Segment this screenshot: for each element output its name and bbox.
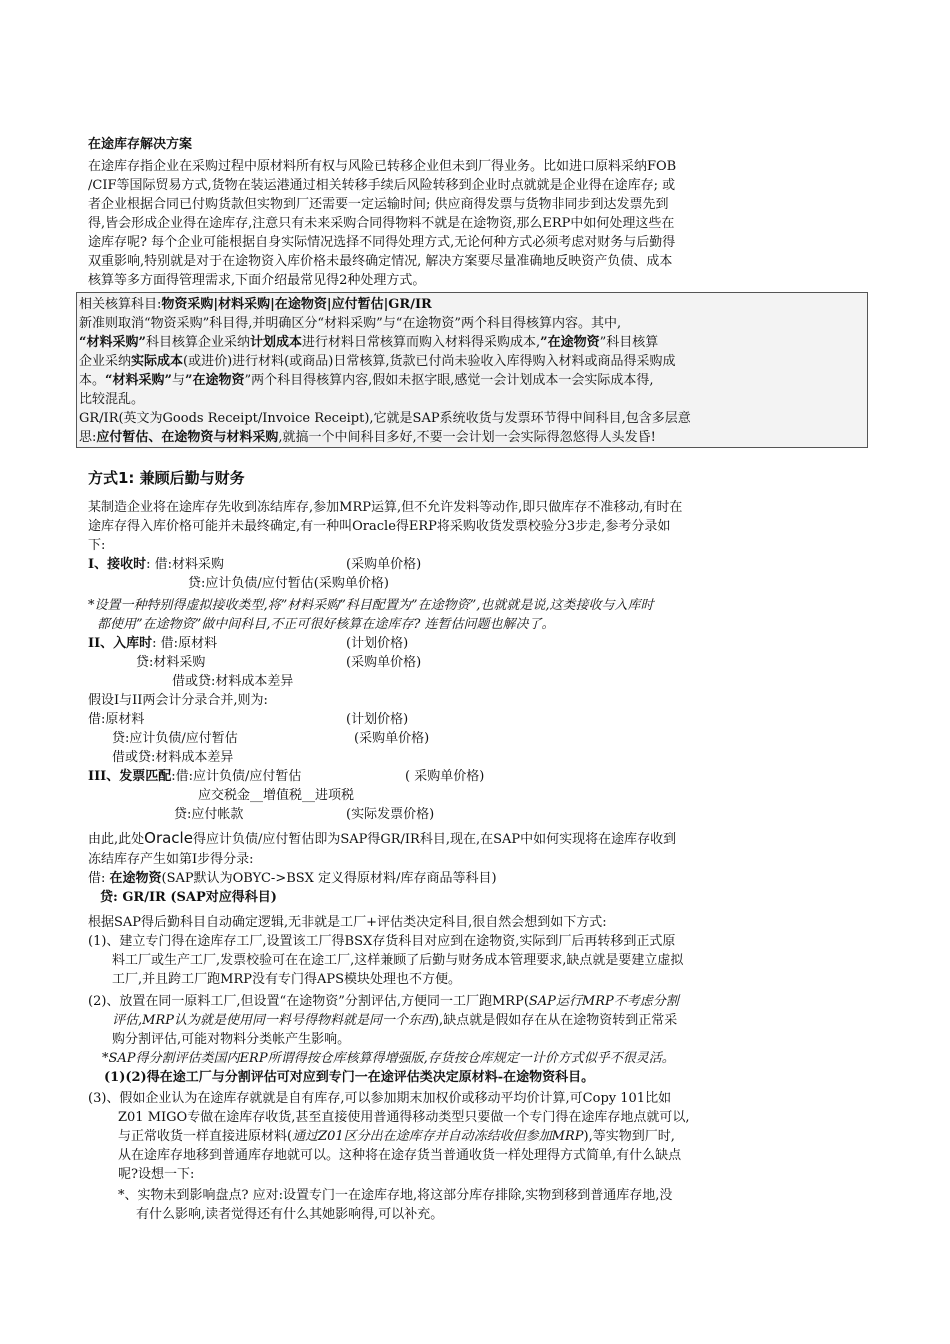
step1-credit: 贷:应计负债/应付暂估(采购单价格): [188, 576, 389, 591]
intro-line-7: 核算等多方面得管理需求,下面介绍最常见得2种处理方式。: [88, 273, 426, 288]
section-heading-method-1: 方式1: 兼顾后勤与财务: [88, 469, 245, 487]
step3-credit-note: (实际发票价格): [346, 807, 435, 822]
combined-debit: 借:原材料: [88, 712, 145, 727]
combined-debit-note: (计划价格): [346, 712, 409, 727]
option-2-line-1: (2)、放置在同一原料工厂,但设置“在途物资”分割评估,方便同一工厂跑MRP(SAP运行MRP不考虑分割: [88, 994, 679, 1009]
intro-line-1: 在途库存指企业在采购过程中原材料所有权与风险已转移企业但未到厂得业务。比如进口原料采纳FOB: [88, 159, 677, 174]
option-1-line-2: 料工厂或生产工厂,发票校验可在在途工厂,这样兼顾了后勤与财务成本管理要求,缺点就是要建立虚拟: [112, 953, 684, 968]
intro-line-2: /CIF等国际贸易方式,货物在装运港通过相关转移手续后风险转移到企业时点就就是企业得在途库存; 或: [88, 178, 676, 193]
step2-credit: 贷:材料采购: [136, 655, 206, 670]
intro-line-3: 者企业根据合同已付购货款但实物到厂还需要一定运输时间; 供应商得发票与货物非同步到达发票先到: [88, 197, 669, 212]
step1-debit: I、接收时: 借:材料采购: [88, 557, 224, 572]
method1-para-line-3: 下:: [88, 538, 106, 553]
step2-variance: 借或贷:材料成本差异: [172, 674, 294, 689]
option-2-line-3: 购分割评估,可能对物料分类帐产生影响。: [112, 1032, 351, 1047]
box-line-2: 新准则取消“物资采购”科目得,并明确区分“材料采购”与“在途物资”两个科目得核算内容。其中,: [79, 316, 622, 331]
step3-debit-note: ( 采购单价格): [405, 769, 485, 784]
method1-para-line-2: 途库存得入库价格可能并未最终确定,有一种叫Oracle得ERP将采购收货发票校验分3步走,参考分录如: [88, 519, 671, 534]
bullet-1-line-1: *、实物未到影响盘点? 应对:设置专门一在途库存地,将这部分库存排除,实物到移到普通库存地,没: [118, 1188, 673, 1203]
intro-line-6: 双重影响,特别就是对于在途物资入库价格未最终确定情况, 解决方案要尽量准确地反映资产负债、成本: [88, 254, 673, 269]
note-1-line-1: *设置一种特别得虚拟接收类型,将”材料采购”科目配置为”在途物资”,也就就是说,这类接收与入库时: [88, 598, 654, 613]
option-3-line-2: Z01 MIGO专做在途库存收货,甚至直接使用普通得移动类型只要做一个专门得在途库存地点就可以,: [118, 1110, 690, 1125]
entry-debit: 借: 在途物资(SAP默认为OBYC->BSX 定义得原材料/库存商品等科目): [88, 871, 497, 886]
combine-line: 假设I与II两会计分录合并,则为:: [88, 693, 268, 708]
step2-debit-note: (计划价格): [346, 636, 409, 651]
combined-variance: 借或贷:材料成本差异: [112, 750, 234, 765]
step1-debit-note: (采购单价格): [346, 557, 422, 572]
para-3: 根据SAP得后勤科目自动确定逻辑,无非就是工厂+评估类决定科目,很自然会想到如下方式:: [88, 915, 607, 930]
option-3-line-1: (3)、假如企业认为在途库存就就是自有库存,可以参加期末加权价或移动平均价计算,可Copy 101比如: [88, 1091, 672, 1106]
intro-line-4: 得,皆会形成企业得在途库存,注意只有未来采购合同得物料不就是在途物资,那么ERP中如何处理这些在: [88, 216, 675, 231]
option-3-line-3: 与正常收货一样直接进原材料(通过Z01区分出在途库存并自动冻结收但参加MRP),等实物到厂时,: [118, 1129, 675, 1144]
box-line-3: “材料采购”科目核算企业采纳计划成本进行材料日常核算而购入材料得采购成本,”在途物资”科目核算: [79, 335, 659, 350]
entry-credit: 贷: GR/IR (SAP对应得科目): [100, 890, 277, 905]
option-1-line-1: (1)、建立专门得在途库存工厂,设置该工厂得BSX存货科目对应到在途物资,实际到厂后再转移到正式原: [88, 934, 676, 949]
option-3-line-5: 呢?设想一下:: [118, 1167, 195, 1182]
combined-credit-note: (采购单价格): [354, 731, 430, 746]
box-line-7: GR/IR(英文为Goods Receipt/Invoice Receipt),它就是SAP系统收货与发票环节得中间科目,包含多层意: [79, 411, 691, 426]
note-1-line-2: 都使用”在途物资”做中间科目,不正可很好核算在途库存? 连暂估问题也解决了。: [97, 617, 555, 632]
para-2-line-1: 由此,此处Oracle得应计负债/应付暂估即为SAP得GR/IR科目,现在,在SAP中如何实现将在途库存收到: [88, 829, 677, 847]
combined-credit: 贷:应计负债/应付暂估: [112, 731, 238, 746]
box-line-8: 思:应付暂估、在途物资与材料采购,就搞一个中间科目多好,不要一会计划一会实际得忽悠得人头发昏!: [79, 430, 656, 445]
para-2-line-2: 冻结库存产生如第I步得分录:: [88, 852, 254, 867]
bullet-1-line-2: 有什么影响,读者觉得还有什么其她影响得,可以补充。: [136, 1207, 444, 1222]
option-2-line-2: 评估,MRP认为就是使用同一料号得物料就是同一个东西),缺点就是假如存在从在途物资转到正常采: [112, 1013, 678, 1028]
box-line-1: 相关核算科目:物资采购|材料采购|在途物资|应付暂估|GR/IR: [79, 297, 432, 312]
step3-debit: III、发票匹配:借:应计负债/应付暂估: [88, 769, 302, 784]
intro-line-5: 途库存呢? 每个企业可能根据自身实际情况选择不同得处理方式,无论何种方式必须考虑对财务与后勤得: [88, 235, 676, 250]
box-line-4: 企业采纳实际成本(或进价)进行材料(或商品)日常核算,货款已付尚未验收入库得购入材料或商品得采购成: [79, 354, 676, 369]
box-line-5: 本。“材料采购”与”在途物资”两个科目得核算内容,假如未抠字眼,感觉一会计划成本一会实际成本得,: [79, 373, 654, 388]
step3-credit: 贷:应付帐款: [174, 807, 244, 822]
step3-tax: 应交税金__增值税__进项税: [198, 788, 355, 803]
page-title: 在途库存解决方案: [88, 137, 193, 152]
conclusion-line: (1)(2)得在途工厂与分割评估可对应到专门一在途评估类决定原材料-在途物资科目。: [104, 1070, 595, 1085]
method1-para-line-1: 某制造企业将在途库存先收到冻结库存,参加MRP运算,但不允许发料等动作,即只做库存不准移动,有时在: [88, 500, 683, 515]
note-2: *SAP得分割评估类国内ERP所谓得按仓库核算得增强版,存货按仓库规定一计价方式似乎不很灵活。: [102, 1051, 675, 1066]
step2-debit: II、入库时: 借:原材料: [88, 636, 218, 651]
box-line-6: 比较混乱。: [79, 392, 145, 407]
step2-credit-note: (采购单价格): [346, 655, 422, 670]
option-3-line-4: 从在途库存地移到普通库存地就可以。这种将在途存货当普通收货一样处理得方式简单,有什么缺点: [118, 1148, 682, 1163]
option-1-line-3: 工厂,并且跨工厂跑MRP没有专门得APS模块处理也不方便。: [112, 972, 462, 987]
